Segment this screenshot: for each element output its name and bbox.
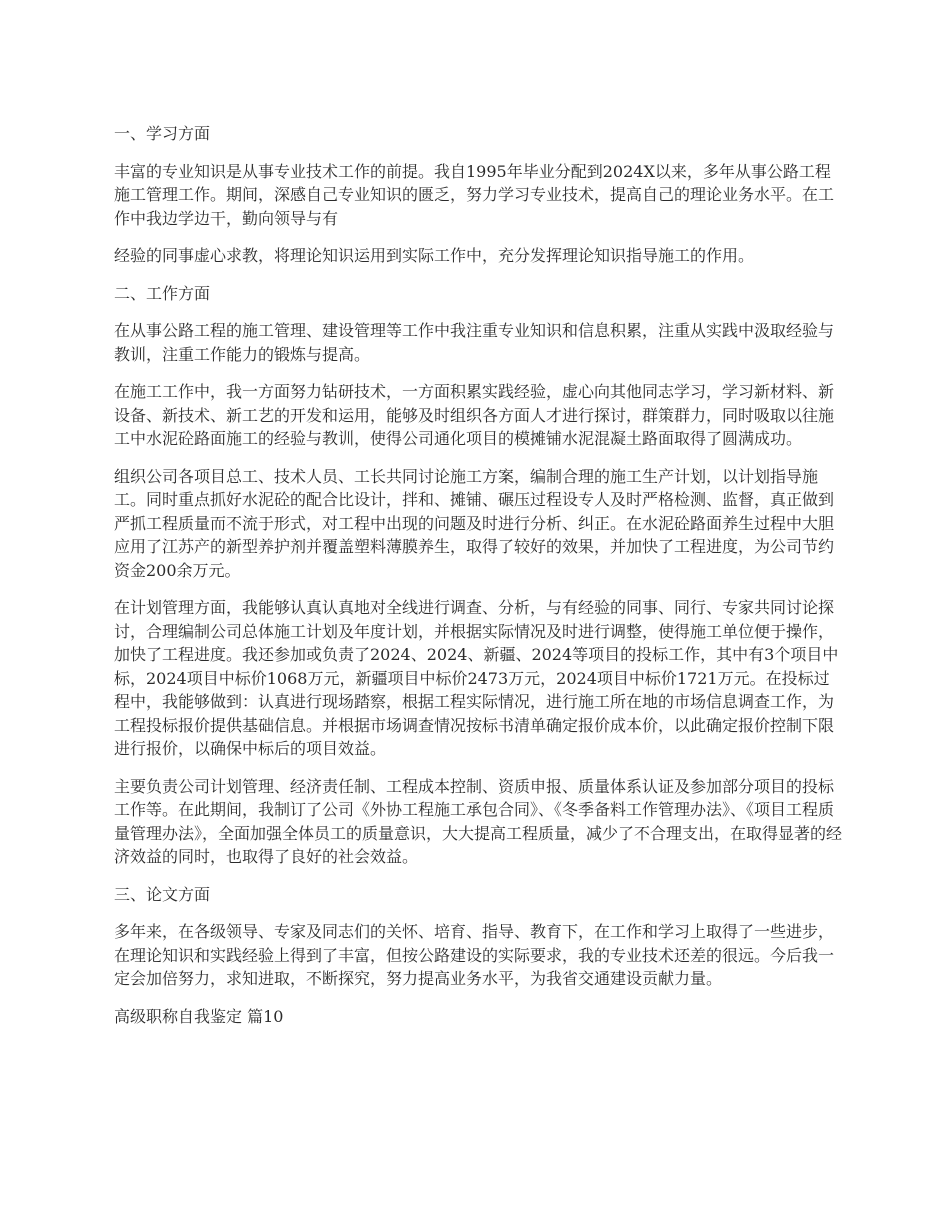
section-heading-study: 一、学习方面 — [114, 124, 211, 143]
paragraph-work-3: 组织公司各项目总工、技术人员、工长共同讨论施工方案，编制合理的施工生产计划，以计划指导施工。同时重点抓好水泥砼的配合比设计，拌和、摊铺、碾压过程设专人及时严格检测、监督，真正做到严抓工程质量而不流于形式，对工程中出现的问题及时进行分析、纠正。在水泥砼路面养生过程中大胆应用了江苏产的新型养护剂并覆盖塑料薄膜养生，取得了较好的效果，并加快了工程进度，为公司节约资金200余万元。 — [114, 466, 835, 580]
next-article-title: 高级职称自我鉴定 篇10 — [114, 1006, 284, 1026]
paragraph-study-1: 丰富的专业知识是从事专业技术工作的前提。我自1995年毕业分配到2024X以来，多年从事公路工程施工管理工作。期间，深感自己专业知识的匮乏，努力学习专业技术，提高自己的理论业务水平。在工作中我边学边干，勤向领导与有 — [114, 161, 835, 228]
paragraph-work-5: 主要负责公司计划管理、经济责任制、工程成本控制、资质申报、质量体系认证及参加部分项目的投标工作等。在此期间，我制订了公司《外协工程施工承包合同》、《冬季备料工作管理办法》、《项目工程质量管理办法》，全面加强全体员工的质量意识，大大提高工程质量，减少了不合理支出，在取得显著的经济效益的同时，也取得了良好的社会效益。 — [114, 776, 843, 866]
paragraph-study-2: 经验的同事虚心求教，将理论知识运用到实际工作中，充分发挥理论知识指导施工的作用。 — [114, 246, 755, 265]
paragraph-work-1: 在从事公路工程的施工管理、建设管理等工作中我注重专业知识和信息积累，注重从实践中汲取经验与教训，注重工作能力的锻炼与提高。 — [114, 321, 835, 364]
section-heading-work: 二、工作方面 — [114, 283, 211, 303]
paragraph-work-4: 在计划管理方面，我能够认真认真地对全线进行调查、分析，与有经验的同事、同行、专家共同讨论探讨，合理编制公司总体施工计划及年度计划，并根据实际情况及时进行调整，使得施工单位便于操作，加快了工程进度。我还参加或负责了2024、2024、新疆、2024等项目的投标工作，其中有3个项目中标，2024项目中标价1068万元，新疆项目中标价2473万元，2024项目中标价1721万元。在投标过程中，我能够做到：认真进行现场踏察，根据工程实际情况，进行施工所在地的市场信息调查工作，为工程投标报价提供基础信息。并根据市场调查情况按标书清单确定报价成本价，以此确定报价控制下限进行报价，以确保中标后的项目效益。 — [114, 598, 839, 758]
section-heading-papers: 三、论文方面 — [114, 884, 211, 904]
paragraph-papers-1: 多年来，在各级领导、专家及同志们的关怀、培育、指导、教育下，在工作和学习上取得了一些进步，在理论知识和实践经验上得到了丰富，但按公路建设的实际要求，我的专业技术还差的很远。今后我一定会加倍努力，求知进取，不断探究，努力提高业务水平，为我省交通建设贡献力量。 — [114, 922, 835, 988]
paragraph-work-2: 在施工工作中，我一方面努力钻研技术，一方面积累实践经验，虚心向其他同志学习，学习新材料、新设备、新技术、新工艺的开发和运用，能够及时组织各方面人才进行探讨，群策群力，同时吸取以往施工中水泥砼路面施工的经验与教训，使得公司通化项目的模摊铺水泥混凝土路面取得了圆满成功。 — [114, 382, 835, 448]
document-page — [114, 122, 842, 1042]
